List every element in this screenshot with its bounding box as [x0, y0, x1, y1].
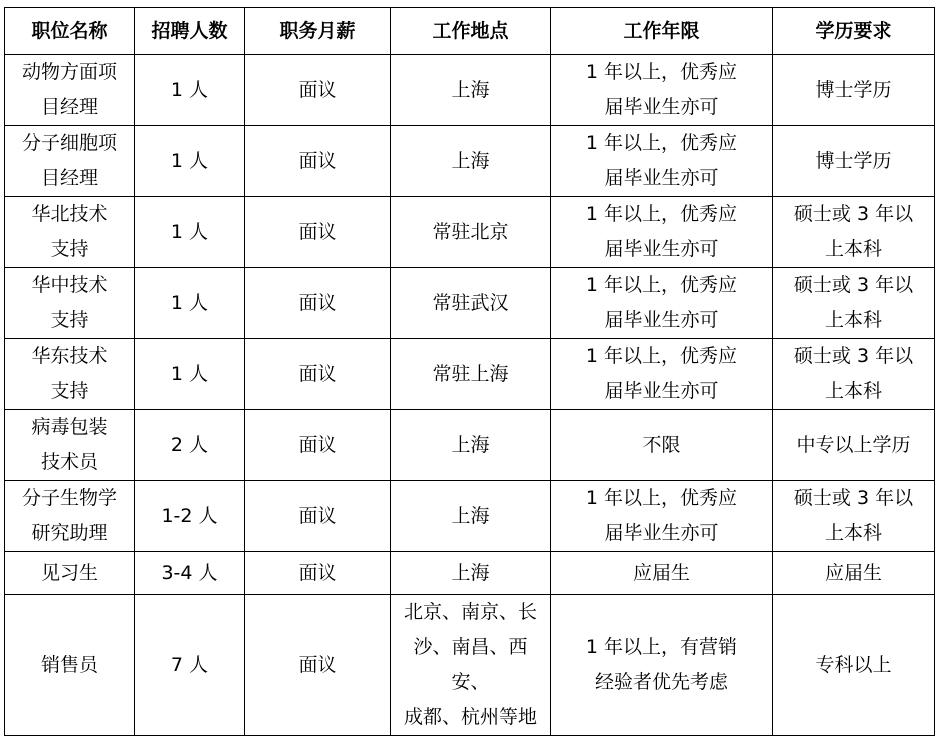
cell-headcount-text: 1 人 — [170, 149, 209, 172]
recruitment-table — [4, 7, 935, 736]
cell-salary-text: 面议 — [298, 362, 337, 385]
cell-salary — [245, 268, 391, 339]
cell-education — [773, 55, 935, 126]
cell-headcount-text: 7 人 — [170, 653, 209, 676]
cell-salary-text: 面议 — [298, 291, 337, 314]
cell-position-text: 分子细胞项 目经理 — [21, 132, 117, 189]
cell-education — [773, 481, 935, 552]
cell-headcount — [135, 552, 245, 595]
cell-experience — [551, 595, 773, 736]
cell-position — [5, 197, 135, 268]
cell-headcount-text: 1-2 人 — [161, 504, 218, 527]
cell-education — [773, 595, 935, 736]
cell-education-text: 博士学历 — [815, 149, 892, 172]
table-row — [5, 55, 935, 126]
cell-salary-text: 面议 — [298, 220, 337, 243]
cell-salary-text: 面议 — [298, 653, 337, 676]
table-row — [5, 126, 935, 197]
table-row — [5, 197, 935, 268]
cell-salary-text: 面议 — [298, 561, 337, 584]
cell-location-text: 上海 — [451, 78, 490, 101]
cell-location-text: 北京、南京、长 沙、南昌、西安、 成都、杭州等地 — [403, 601, 537, 728]
cell-headcount-text: 1 人 — [170, 291, 209, 314]
cell-experience-text: 1 年以上，优秀应 届毕业生亦可 — [585, 487, 738, 544]
cell-salary — [245, 55, 391, 126]
header-location: 工作地点 — [391, 8, 551, 55]
cell-position — [5, 339, 135, 410]
cell-location — [391, 197, 551, 268]
cell-experience — [551, 339, 773, 410]
cell-headcount — [135, 410, 245, 481]
table-row — [5, 595, 935, 736]
cell-location-text: 上海 — [451, 561, 490, 584]
table-row — [5, 552, 935, 595]
cell-education-text: 硕士或 3 年以 上本科 — [793, 487, 914, 544]
cell-experience-text: 应届生 — [632, 561, 690, 584]
cell-position-text: 华北技术 支持 — [31, 203, 108, 260]
cell-experience-text: 不限 — [642, 433, 681, 456]
cell-headcount — [135, 55, 245, 126]
cell-location — [391, 339, 551, 410]
cell-headcount — [135, 126, 245, 197]
cell-headcount-text: 1 人 — [170, 362, 209, 385]
cell-headcount — [135, 268, 245, 339]
cell-education — [773, 552, 935, 595]
cell-education — [773, 339, 935, 410]
cell-position-text: 分子生物学 研究助理 — [21, 487, 117, 544]
cell-education-text: 硕士或 3 年以 上本科 — [793, 274, 914, 331]
recruitment-table-container — [4, 7, 935, 736]
cell-headcount — [135, 339, 245, 410]
cell-position-text: 华东技术 支持 — [31, 345, 108, 402]
cell-education-text: 硕士或 3 年以 上本科 — [793, 203, 914, 260]
cell-salary-text: 面议 — [298, 433, 337, 456]
cell-salary-text: 面议 — [298, 78, 337, 101]
header-salary: 职务月薪 — [245, 8, 391, 55]
cell-education — [773, 410, 935, 481]
cell-location — [391, 595, 551, 736]
cell-position — [5, 552, 135, 595]
cell-headcount-text: 1 人 — [170, 78, 209, 101]
cell-experience — [551, 268, 773, 339]
cell-location — [391, 552, 551, 595]
cell-location — [391, 481, 551, 552]
cell-experience — [551, 55, 773, 126]
cell-education — [773, 268, 935, 339]
cell-experience — [551, 197, 773, 268]
table-row — [5, 339, 935, 410]
cell-salary — [245, 197, 391, 268]
cell-location-text: 上海 — [451, 504, 490, 527]
cell-location-text: 上海 — [451, 149, 490, 172]
cell-experience — [551, 481, 773, 552]
cell-headcount — [135, 481, 245, 552]
cell-headcount-text: 1 人 — [170, 220, 209, 243]
cell-position — [5, 126, 135, 197]
cell-experience-text: 1 年以上，优秀应 届毕业生亦可 — [585, 345, 738, 402]
header-row — [5, 8, 935, 55]
cell-location — [391, 55, 551, 126]
header-experience: 工作年限 — [551, 8, 773, 55]
cell-position — [5, 268, 135, 339]
cell-salary — [245, 481, 391, 552]
cell-education-text: 博士学历 — [815, 78, 892, 101]
cell-position-text: 见习生 — [40, 561, 98, 584]
cell-experience — [551, 126, 773, 197]
table-row — [5, 410, 935, 481]
cell-education-text: 应届生 — [824, 561, 882, 584]
cell-position-text: 销售员 — [40, 653, 98, 676]
cell-experience — [551, 552, 773, 595]
cell-position-text: 病毒包装 技术员 — [31, 416, 108, 473]
cell-education-text: 硕士或 3 年以 上本科 — [793, 345, 914, 402]
cell-position — [5, 595, 135, 736]
cell-headcount — [135, 595, 245, 736]
cell-location-text: 常驻上海 — [432, 362, 509, 385]
cell-location-text: 常驻北京 — [432, 220, 509, 243]
cell-experience — [551, 410, 773, 481]
cell-salary — [245, 339, 391, 410]
cell-salary — [245, 552, 391, 595]
cell-location-text: 上海 — [451, 433, 490, 456]
cell-experience-text: 1 年以上，优秀应 届毕业生亦可 — [585, 274, 738, 331]
cell-salary — [245, 126, 391, 197]
cell-salary-text: 面议 — [298, 504, 337, 527]
table-row — [5, 481, 935, 552]
cell-location-text: 常驻武汉 — [432, 291, 509, 314]
cell-education-text: 专科以上 — [815, 653, 892, 676]
cell-location — [391, 268, 551, 339]
cell-headcount — [135, 197, 245, 268]
cell-salary-text: 面议 — [298, 149, 337, 172]
cell-salary — [245, 410, 391, 481]
cell-experience-text: 1 年以上，优秀应 届毕业生亦可 — [585, 61, 738, 118]
cell-education-text: 中专以上学历 — [796, 433, 911, 456]
header-headcount: 招聘人数 — [135, 8, 245, 55]
cell-position-text: 华中技术 支持 — [31, 274, 108, 331]
header-education: 学历要求 — [773, 8, 935, 55]
cell-position — [5, 481, 135, 552]
cell-position — [5, 410, 135, 481]
cell-education — [773, 197, 935, 268]
header-position: 职位名称 — [5, 8, 135, 55]
cell-headcount-text: 3-4 人 — [161, 561, 218, 584]
cell-salary — [245, 595, 391, 736]
cell-experience-text: 1 年以上，优秀应 届毕业生亦可 — [585, 132, 738, 189]
cell-headcount-text: 2 人 — [170, 433, 209, 456]
cell-position — [5, 55, 135, 126]
cell-position-text: 动物方面项 目经理 — [21, 61, 117, 118]
cell-location — [391, 126, 551, 197]
cell-education — [773, 126, 935, 197]
cell-location — [391, 410, 551, 481]
cell-experience-text: 1 年以上，有营销 经验者优先考虑 — [585, 636, 738, 693]
table-row — [5, 268, 935, 339]
cell-experience-text: 1 年以上，优秀应 届毕业生亦可 — [585, 203, 738, 260]
